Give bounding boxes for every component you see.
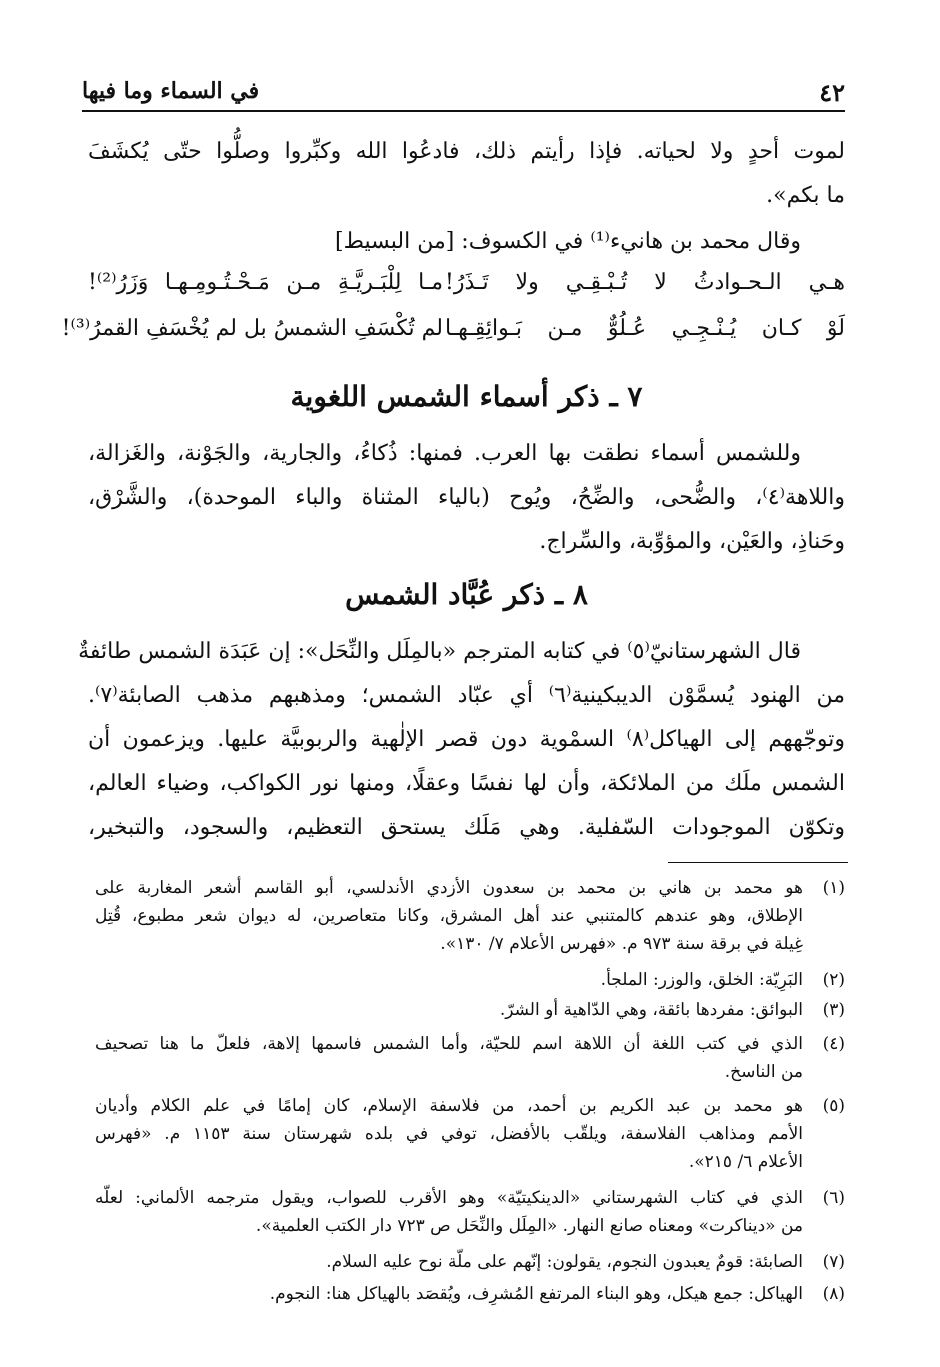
- text-line: وحَناذِ، والعَيْن، والمؤوِّبة، والسِّراج.: [539, 529, 845, 554]
- text-line: وتكوّن الموجودات السّفلية. وهي مَلَك يستحق التعظيم، والسجود، والتبخير،: [88, 815, 845, 840]
- poem-verse: [88, 270, 845, 310]
- section-heading: ٧ ـ ذكر أسماء الشمس اللغوية: [290, 380, 643, 413]
- text-line: لموت أحدٍ ولا لحياته. فإذا رأيتم ذلك، فادعُوا الله وكبِّروا وصلُّوا حتّى يُكشَفَ: [88, 139, 845, 164]
- page-header: [82, 70, 845, 112]
- footnote-line: الأعلام ٦/ ٢١٥».: [688, 1152, 803, 1172]
- text-line: الشمس ملَك من الملائكة، وأن لها نفسًا وعقلًا، ومنها نور الكواكب، وضياء العالم،: [88, 771, 845, 796]
- footnote-line: البَرِيّة: الخلق، والوزر: الملجأ.: [600, 970, 803, 990]
- footnote-number: (٥): [822, 1096, 845, 1116]
- text-line: وقال محمد بن هانيء⁽¹⁾ في الكسوف: [من البسيط]: [335, 229, 801, 254]
- footnote-line: الذي في كتب اللغة أن اللاهة اسم للحيّة، وأما الشمس فاسمها إلاهة، فلعلّ ما هنا تصحيف: [95, 1034, 803, 1054]
- footnote: [95, 874, 845, 958]
- footnote-number: (٢): [822, 970, 845, 990]
- footnote: [95, 996, 845, 1024]
- footnote-line: الأمم ومذاهب الفلاسفة، ويلقّب بالأفضل، توفي في بلده شهرستان سنة ١١٥٣ م. «فهرس: [95, 1124, 803, 1144]
- footnote-number: (٦): [822, 1188, 845, 1208]
- section-heading: ٨ ـ ذكر عُبَّاد الشمس: [345, 578, 588, 611]
- text-line: وتوجّههم إلى الهياكل⁽٨⁾ السمْوية دون قصر الإلٰهية والربوبيَّة عليها. ويزعمون أن: [88, 727, 845, 752]
- footnote: [95, 1248, 845, 1276]
- footnote-line: الذي في كتاب الشهرستاني «الدينكيتيّة» وهو الأقرب للصواب، ويقول مترجمه الألماني: لعلّه: [95, 1188, 803, 1208]
- text-line: واللاهة⁽٤⁾، والضُّحى، والضِّحُ، ويُوح (بالياء المثناة والباء الموحدة)، والشَّرْق،: [88, 485, 845, 510]
- section7-paragraph: [88, 432, 845, 564]
- running-title: في السماء وما فيها: [82, 78, 260, 104]
- poem-intro: [88, 220, 845, 264]
- footnote-line: من الناسخ.: [724, 1062, 803, 1082]
- footnote: [95, 1092, 845, 1176]
- footnote-line: من «ديناكرت» ومعناه صانع النهار. «المِلَل والنِّحَل ص ٧٢٣ دار الكتب العلمية».: [255, 1216, 803, 1236]
- footnote-line: هو محمد بن عبد الكريم بن أحمد، من فلاسفة الإسلام، كان إمامًا في علم الكلام وأديان: [95, 1096, 803, 1116]
- footnote-number: (٧): [822, 1252, 845, 1272]
- footnote-line: غِيلة في برقة سنة ٩٧٣ م. «فهرس الأعلام ٧/ ١٣٠».: [440, 934, 803, 954]
- text-line: قال الشهرستانيّ⁽٥⁾ في كتابه المترجم «بالمِلَل والنِّحَل»: إن عَبَدَة الشمس طائفةٌ: [78, 639, 801, 664]
- text-line: وللشمس أسماء نطقت بها العرب. فمنها: ذُكاءُ، والجارية، والجَوْنة، والغَزالة،: [88, 441, 801, 466]
- footnote-line: الصابئة: قومٌ يعبدون النجوم، يقولون: إنّهم على ملّة نوح عليه السلام.: [326, 1252, 803, 1272]
- section8-paragraph: [78, 630, 845, 850]
- text-line: من الهنود يُسمَّوْن الديبكينية⁽٦⁾ أي عبّاد الشمس؛ ومذهبهم مذهب الصابئة⁽٧⁾.: [88, 683, 845, 708]
- footnote-line: الهياكل: جمع هيكل، وهو البناء المرتفع المُشرِف، ويُقصَد بالهياكل هنا: النجوم.: [269, 1284, 803, 1304]
- footnote-number: (٣): [822, 1000, 845, 1020]
- footnote: [95, 1030, 845, 1086]
- text-line: ما بكم».: [766, 183, 845, 208]
- footnote-line: الإطلاق، وهو عندهم كالمتنبي عند أهل المشرق، وكانا متعاصرين، له ديوان شعر مطبوع، قُتِل: [95, 906, 803, 926]
- footnote-line: البوائق: مفردها بائقة، وهي الدّاهية أو الشرّ.: [499, 1000, 803, 1020]
- footnote: [95, 1280, 845, 1308]
- verse-second-hemistich: مـا لِلْبَـريَّـةِ مـن مَـحْـتُـومِـهـا وَزَرُ⁽²⁾!: [88, 270, 443, 295]
- poem-verse: [61, 316, 845, 356]
- footnote-number: (٨): [822, 1284, 845, 1304]
- footnote-line: هو محمد بن هاني بن محمد بن سعدون الأزدي الأندلسي، أبو القاسم أشعر المغاربة على: [95, 878, 803, 898]
- verse-first-hemistich: لَوْ كـان يُـنْـجِـي عُـلُوٌّ مـن بَـوائِقِـهـا: [445, 316, 845, 341]
- footnote: [95, 1184, 845, 1240]
- footnote-separator: [668, 862, 848, 863]
- footnote: [95, 966, 845, 994]
- footnote-number: (٤): [822, 1034, 845, 1054]
- intro-paragraph: [88, 130, 845, 218]
- verse-second-hemistich: لم تُكْسَفِ الشمسُ بل لم يُخْسَفِ القمرُ⁽³⁾!: [61, 316, 443, 341]
- page-number: ٤٢: [819, 78, 845, 107]
- footnote-number: (١): [822, 878, 845, 898]
- verse-first-hemistich: هـي الـحـوادثُ لا تُـبْـقِـي ولا تَـذَرُ!: [445, 270, 845, 295]
